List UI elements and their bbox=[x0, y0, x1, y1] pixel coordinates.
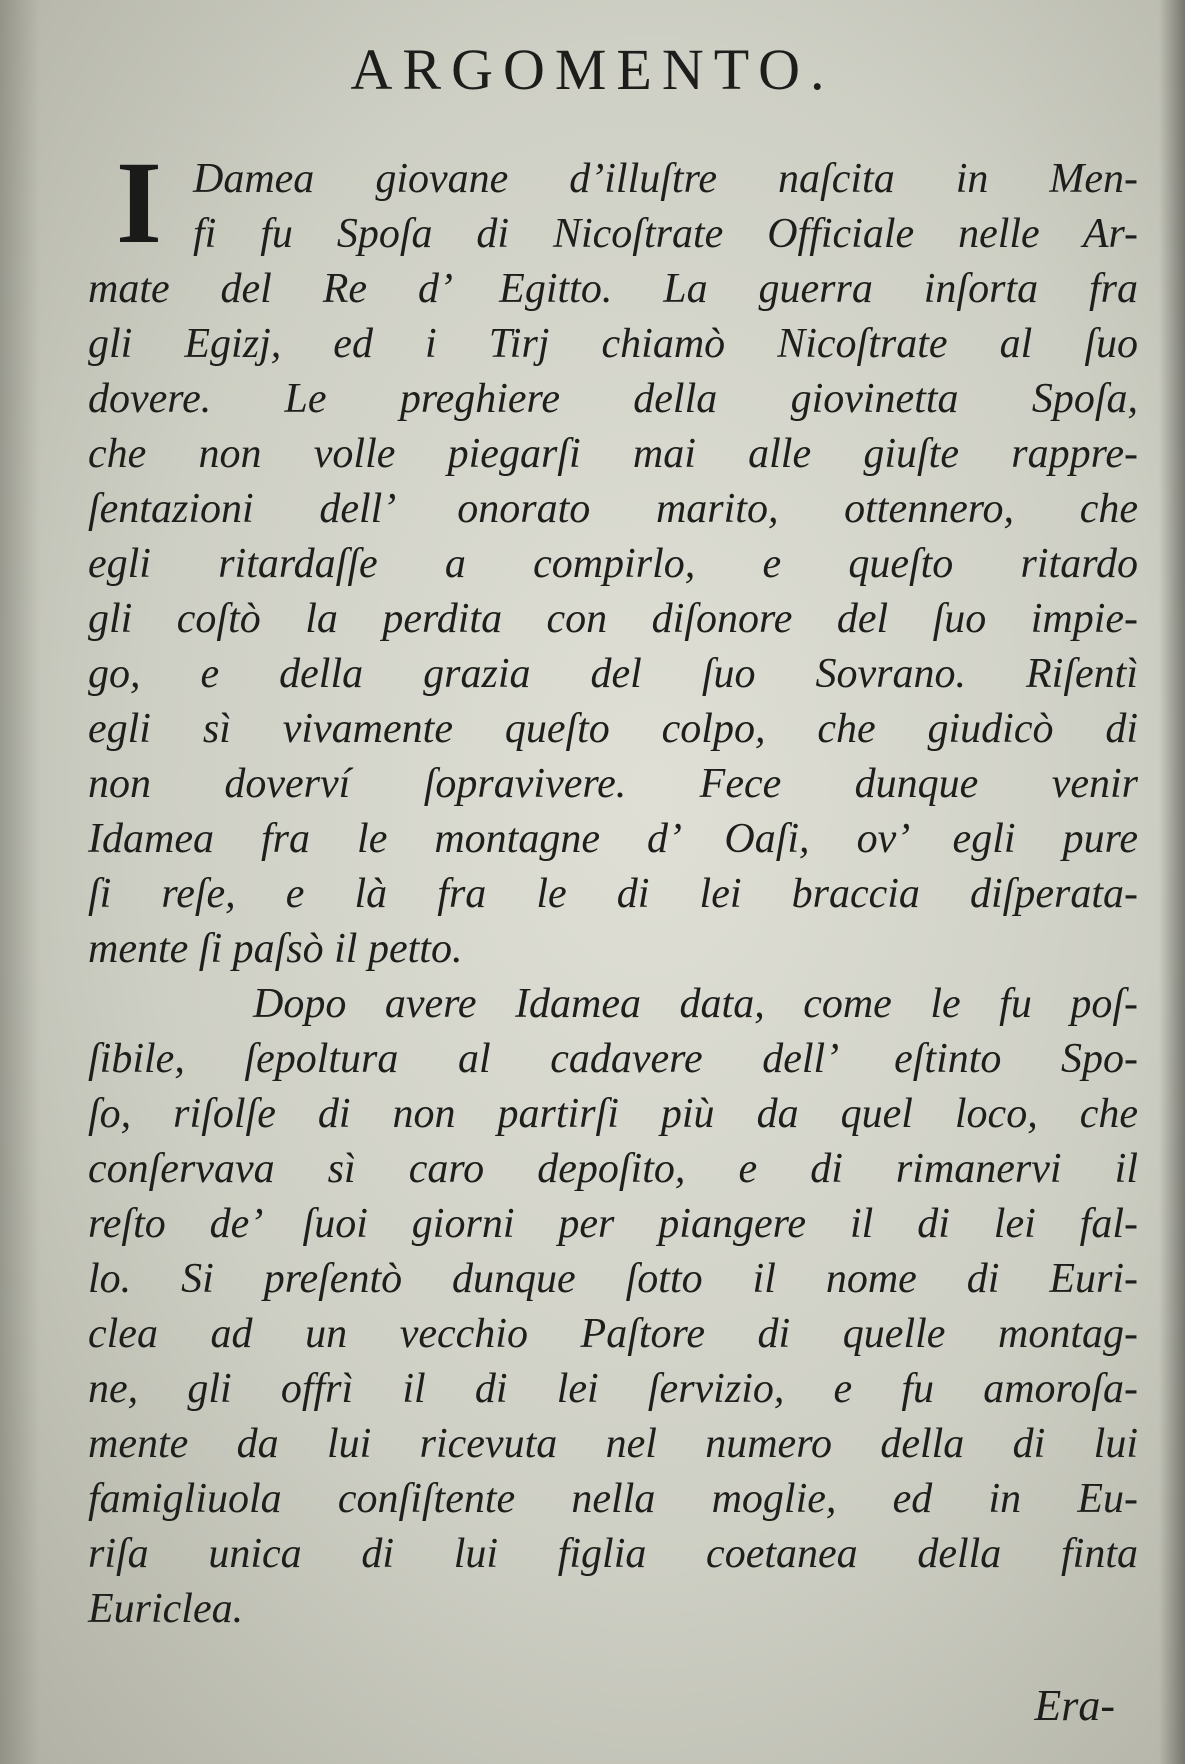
drop-cap-initial: I bbox=[116, 137, 162, 268]
text-line: clea ad un vecchio Paſtore di quelle montag- bbox=[88, 1311, 1138, 1357]
text-line: egli ritardaſſe a compirlo, e queſto ritardo bbox=[88, 541, 1138, 587]
text-line: ſentazioni dell’ onorato marito, ottennero, che bbox=[88, 486, 1138, 532]
text-line: ſi reſe, e là fra le di lei braccia diſperata- bbox=[88, 871, 1138, 917]
text-line: egli sì vivamente queſto colpo, che giudicò di bbox=[88, 706, 1138, 752]
argument-text bbox=[88, 152, 1138, 1637]
text-line: famigliuola conſiſtente nella moglie, ed in Eu- bbox=[88, 1476, 1138, 1522]
text-line: riſa unica di lui figlia coetanea della finta bbox=[88, 1531, 1138, 1577]
text-line: conſervava sì caro depoſito, e di rimanervi il bbox=[88, 1146, 1138, 1192]
text-line: Euriclea. bbox=[88, 1586, 244, 1632]
text-line: Idamea fra le montagne d’ Oaſi, ov’ egli pure bbox=[88, 816, 1138, 862]
text-line: gli coſtò la perdita con diſonore del ſuo impie- bbox=[88, 596, 1138, 642]
text-line: mente da lui ricevuta nel numero della di lui bbox=[88, 1421, 1138, 1467]
page-title: ARGOMENTO. bbox=[350, 37, 835, 102]
paragraph-2 bbox=[88, 977, 1138, 1637]
text-line: mente ſi paſsò il petto. bbox=[88, 926, 463, 972]
text-line: non doverví ſopravivere. Fece dunque venir bbox=[88, 761, 1138, 807]
text-line: che non volle piegarſi mai alle giuſte rappre- bbox=[88, 431, 1138, 477]
text-line: Damea giovane d’illuſtre naſcita in Men- bbox=[193, 156, 1138, 202]
paragraph-1 bbox=[88, 152, 1138, 977]
catchword: Era- bbox=[1034, 1681, 1115, 1730]
text-line: ne, gli offrì il di lei ſervizio, e fu amoroſa- bbox=[88, 1366, 1138, 1412]
text-line: reſto de’ ſuoi giorni per piangere il di lei fal- bbox=[88, 1201, 1138, 1247]
text-line: dovere. Le preghiere della giovinetta Spoſa, bbox=[88, 376, 1138, 422]
text-line: ſo, riſolſe di non partirſi più da quel loco, che bbox=[88, 1091, 1138, 1137]
text-line: gli Egizj, ed i Tirj chiamò Nicoſtrate al ſuo bbox=[88, 321, 1138, 367]
text-line: mate del Re d’ Egitto. La guerra inſorta fra bbox=[88, 266, 1138, 312]
text-line: ſibile, ſepoltura al cadavere dell’ eſtinto Spo- bbox=[88, 1036, 1138, 1082]
text-line: lo. Si preſentò dunque ſotto il nome di Euri- bbox=[88, 1256, 1138, 1302]
text-line: go, e della grazia del ſuo Sovrano. Riſentì bbox=[88, 651, 1138, 697]
text-line: fi fu Spoſa di Nicoſtrate Officiale nelle Ar- bbox=[193, 211, 1138, 257]
text-line: Dopo avere Idamea data, come le fu poſ- bbox=[253, 981, 1138, 1027]
